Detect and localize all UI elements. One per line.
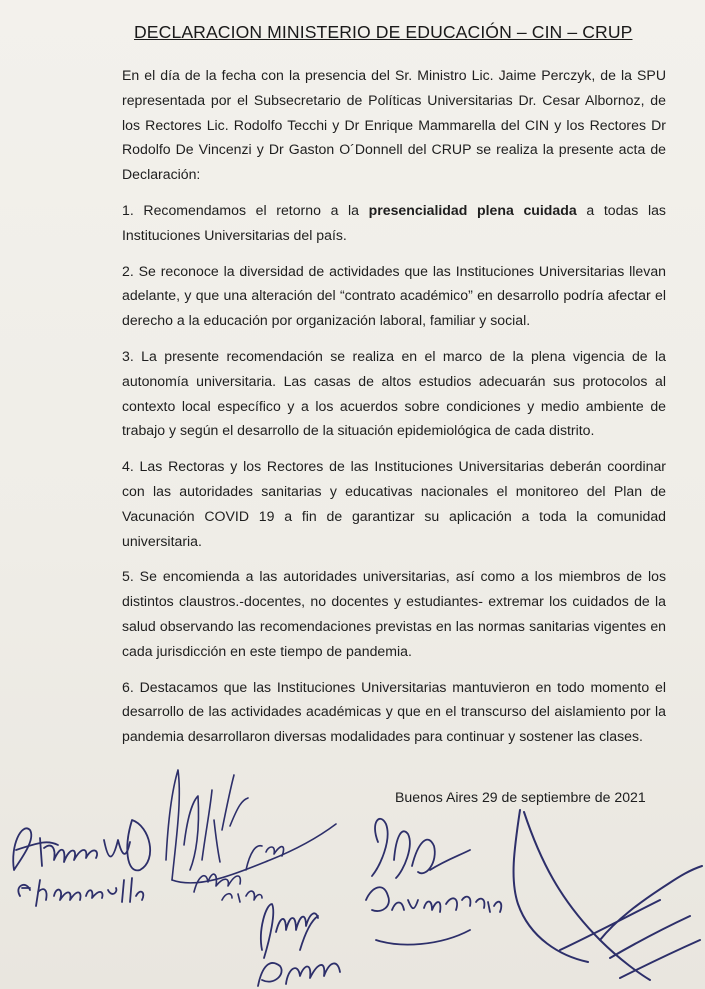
declaration-item-2: 2. Se reconoce la diversidad de actividades que las Instituciones Universitarias llevan adelante, y que una alteración del “contrato académico” en desarrollo podría afectar el derecho a la educación por organización laboral, familiar y social. (122, 262, 666, 329)
declaration-item-3: 3. La presente recomendación se realiza en el marco de la plena vigencia de la autonomía universitaria. Las casas de altos estudios adecuarán sus protocolos al contexto local específico y a los acuerdos sobre condiciones y medio ambiente de trabajo y según el desarrollo de la situación epidemiológica de cada distrito. (122, 347, 666, 439)
declaration-item-4: 4. Las Rectoras y los Rectores de las Instituciones Universitarias deberán coordinar con las autoridades sanitarias y educativas nacionales el monitoreo del Plan de Vacunación COVID 19 a fin de garantizar su aplicación a toda la comunidad universitaria. (122, 458, 666, 549)
signature-perczyk (258, 904, 340, 986)
document-body (122, 63, 666, 749)
item-text: 1. Recomendamos el retorno a la (122, 201, 369, 218)
intro-paragraph: En el día de la fecha con la presencia del Sr. Ministro Lic. Jaime Perczyk, de la SPU representada por el Subsecretario de Políticas Universitarias Dr. Cesar Albornoz, de los Rectores Lic. Rodolfo Tecchi y Dr Enrique Mammarella del CIN y los Rectores Dr Rodolfo De Vincenzi y Dr Gaston O´Donnell del CRUP se realiza la presente acta de Declaración: (122, 67, 666, 183)
signature-albornoz (514, 810, 702, 980)
signature-tecchi (166, 770, 336, 902)
item-emphasis: presencialidad plena cuidada (368, 201, 577, 218)
declaration-item-6: 6. Destacamos que las Instituciones Universitarias mantuvieron en todo momento el desarrollo de las actividades académicas y que en el transcurso del aislamiento por la pandemia desarrollaron diversas modalidades para continuar y sostener las clases. (122, 678, 666, 745)
signature-mammarella (13, 820, 150, 906)
place-and-date: Buenos Aires 29 de septiembre de 2021 (395, 789, 646, 805)
document-title: DECLARACION MINISTERIO DE EDUCACIÓN – CIN – CRUP (134, 22, 633, 42)
declaration-item-1 (122, 198, 666, 248)
item-text: a todas las Instituciones Universitarias del país. (122, 201, 666, 243)
declaration-item-5: 5. Se encomienda a las autoridades universitarias, así como a los miembros de los distintos claustros.-docentes, no docentes y estudiantes- extremar los cuidados de la salud observando las recomendaciones previstas en las normas sanitarias vigentes en cada jurisdicción en este tiempo de pandemia. (122, 568, 666, 659)
signature-devincenzi (366, 819, 501, 945)
